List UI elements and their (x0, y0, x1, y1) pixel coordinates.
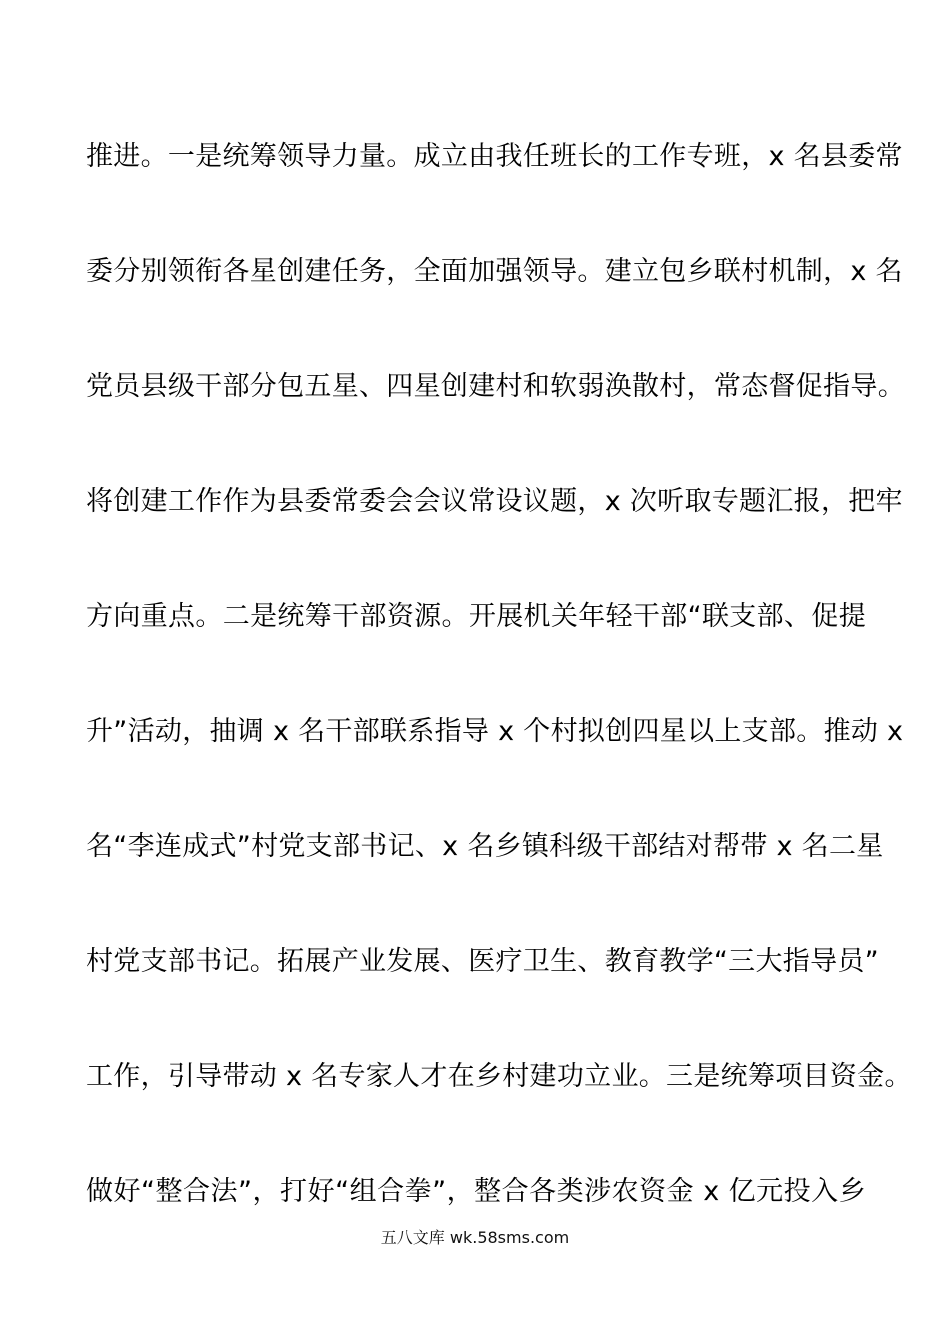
page-footer: 五八文库 wk.58sms.com (380, 1228, 570, 1247)
text-line-5: 方向重点。二是统筹干部资源。开展机关年轻干部“联支部、促提 (86, 601, 866, 632)
text-line-1: 推进。一是统筹领导力量。成立由我任班长的工作专班，x 名县委常 (86, 141, 903, 172)
text-line-4: 将创建工作作为县委常委会会议常设议题，x 次听取专题汇报，把牢 (86, 486, 903, 517)
text-line-8: 村党支部书记。拓展产业发展、医疗卫生、教育教学“三大指导员” (86, 946, 879, 977)
body-text (86, 128, 912, 1278)
text-line-10: 做好“整合法”，打好“组合拳”，整合各类涉农资金 x 亿元投入乡 (86, 1176, 866, 1207)
text-line-9: 工作，引导带动 x 名专家人才在乡村建功立业。三是统筹项目资金。 (86, 1061, 912, 1092)
text-line-7: 名“李连成式”村党支部书记、x 名乡镇科级干部结对帮带 x 名二星 (86, 831, 884, 862)
text-line-2: 委分别领衔各星创建任务，全面加强领导。建立包乡联村机制，x 名 (86, 256, 903, 287)
text-line-3: 党员县级干部分包五星、四星创建村和软弱涣散村，常态督促指导。 (86, 371, 905, 402)
text-line-6: 升”活动，抽调 x 名干部联系指导 x 个村拟创四星以上支部。推动 x (86, 716, 904, 747)
